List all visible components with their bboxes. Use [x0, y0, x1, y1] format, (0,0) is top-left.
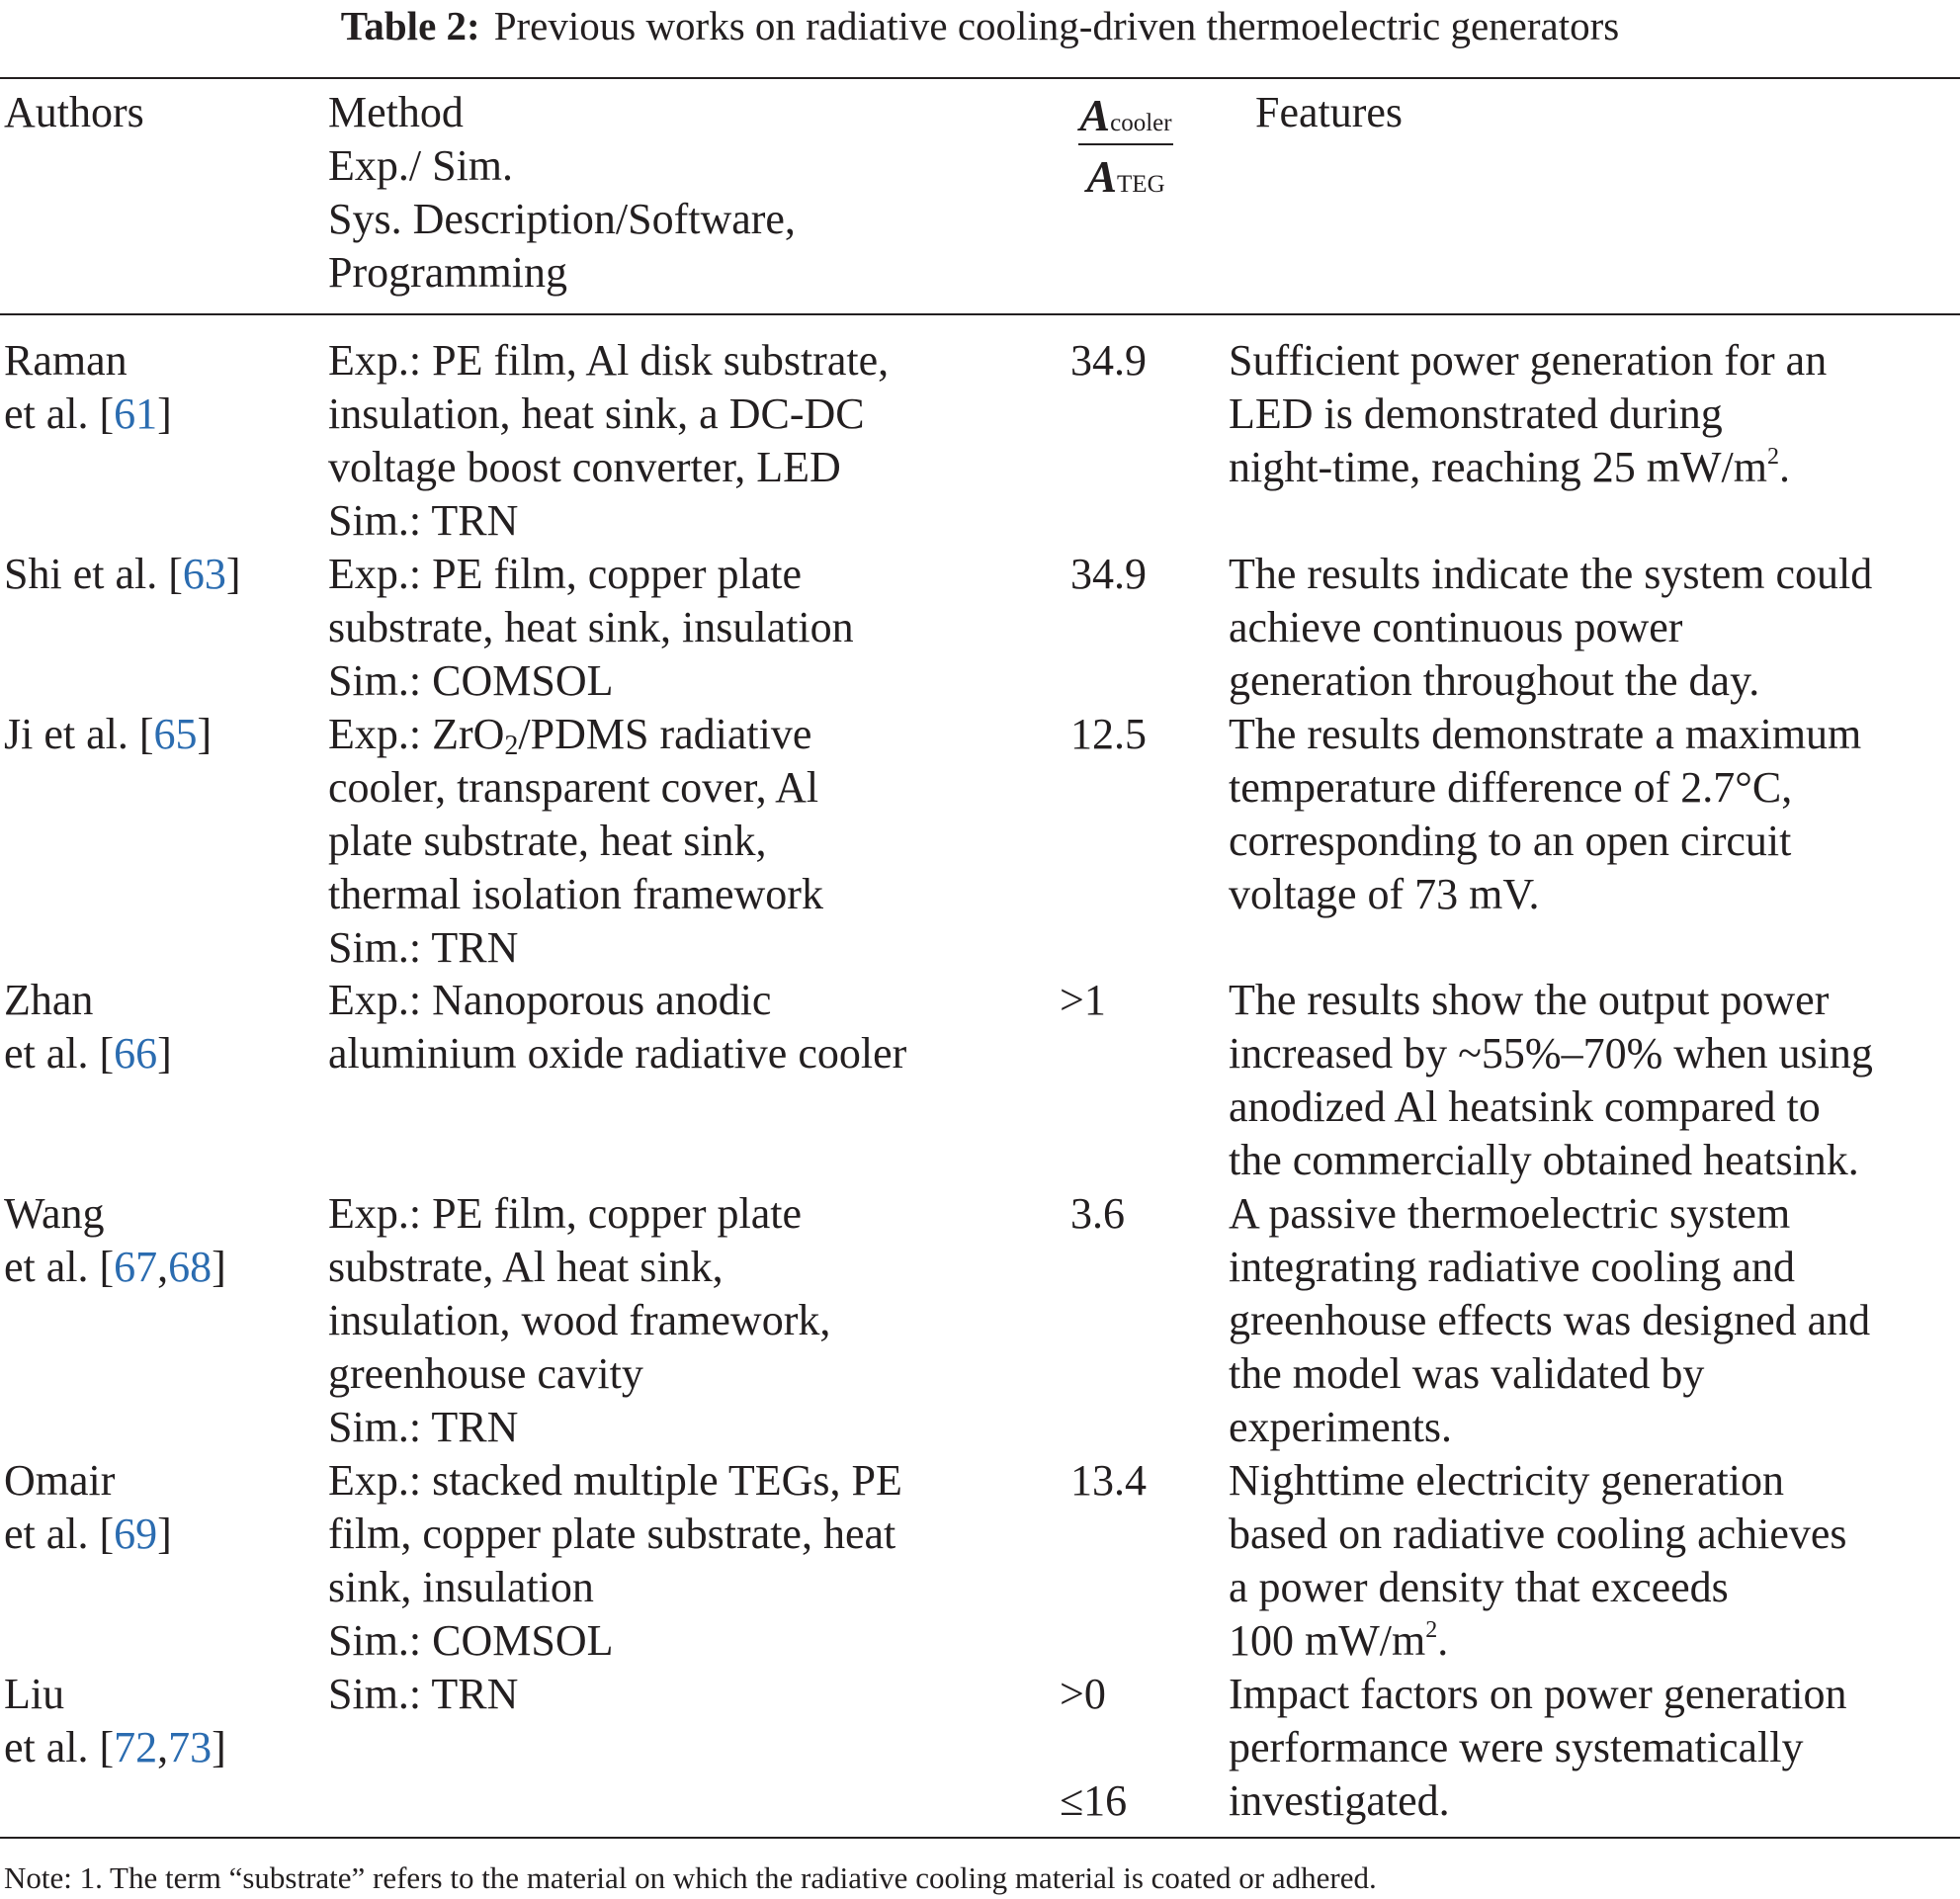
row-ratio: >0 ≤16 [1060, 1670, 1128, 1825]
citation-link[interactable]: 72 [114, 1723, 158, 1771]
header-method [328, 86, 796, 300]
row-authors: Liu et al. [72,73] [4, 1670, 226, 1771]
row-authors: Wang et al. [67,68] [4, 1189, 226, 1291]
row-method: Exp.: Nanoporous anodic aluminium oxide radiative cooler [328, 976, 907, 1078]
row-features: Impact factors on power generation performance were systematically investigated. [1229, 1670, 1847, 1825]
row-authors: Zhan et al. [66] [4, 976, 172, 1078]
citation-link[interactable]: 67 [114, 1243, 158, 1291]
row-method: Exp.: PE film, Al disk substrate, insulation, heat sink, a DC-DC voltage boost converter, LED Sim.: TRN [328, 336, 890, 545]
header-features: Features [1255, 88, 1404, 136]
row-method: Exp.: stacked multiple TEGs, PE film, copper plate substrate, heat sink, insulation Sim.: COMSOL [328, 1456, 902, 1665]
row-ratio: 12.5 [1070, 710, 1147, 758]
row-ratio: 3.6 [1070, 1189, 1125, 1238]
citation-link[interactable]: 66 [114, 1029, 158, 1078]
row-authors: Omair et al. [69] [4, 1456, 172, 1558]
header-method-line: Method [328, 88, 464, 136]
row-features: The results show the output power increased by ~55%–70% when using anodized Al heatsink compared to the commercially obtained heatsink. [1229, 976, 1873, 1184]
bottom-rule [0, 1837, 1960, 1839]
table-label: Table 2: [340, 3, 480, 48]
row-authors: Shi et al. [63] [4, 550, 241, 598]
row-ratio: 13.4 [1070, 1456, 1147, 1505]
citation-link[interactable]: 73 [168, 1723, 213, 1771]
citation-link[interactable]: 61 [114, 389, 158, 438]
ratio-numerator: Acooler [1079, 90, 1172, 140]
header-method-line: Programming [328, 248, 567, 297]
row-features: The results indicate the system could achieve continuous power generation throughout the day. [1229, 550, 1873, 705]
ratio-denominator: ATEG [1086, 151, 1165, 202]
header-rule [0, 313, 1960, 315]
row-features: A passive thermoelectric system integrating radiative cooling and greenhouse effects was designed and the model was validated by experiments. [1229, 1189, 1871, 1451]
row-ratio: >1 [1060, 976, 1106, 1024]
row-ratio: 34.9 [1070, 336, 1147, 385]
row-method: Exp.: ZrO$_2$/PDMS radiative cooler, transparent cover, Al plate substrate, heat sink, thermal isolation framework Sim.: TRN [328, 710, 823, 972]
citation-link[interactable]: 65 [153, 710, 198, 758]
row-authors: Ji et al. [65] [4, 710, 213, 758]
row-features: The results demonstrate a maximum temperature difference of 2.7°C, corresponding to an open circuit voltage of 73 mV. [1229, 710, 1862, 918]
citation-link[interactable]: 63 [182, 550, 226, 598]
citation-link[interactable]: 68 [168, 1243, 213, 1291]
header-method-line: Exp./ Sim. [328, 141, 514, 190]
row-method: Exp.: PE film, copper plate substrate, heat sink, insulation Sim.: COMSOL [328, 550, 854, 705]
row-features: Nighttime electricity generation based on radiative cooling achieves a power density that exceeds 100 $mW/m^2$. [1229, 1456, 1847, 1665]
row-method: Exp.: PE film, copper plate substrate, Al heat sink, insulation, wood framework, greenhouse cavity Sim.: TRN [328, 1189, 831, 1451]
row-method: Sim.: TRN [328, 1670, 519, 1718]
row-features: Sufficient power generation for an LED is demonstrated during night-time, reaching 25 $mW/m^2$. [1229, 336, 1828, 491]
citation-link[interactable]: 69 [114, 1510, 158, 1558]
fraction-bar [1078, 143, 1173, 145]
table-note: Note: 1. The term “substrate” refers to the material on which the radiative cooling material is coated or adhered. [4, 1860, 1377, 1895]
top-rule [0, 77, 1960, 79]
row-ratio: 34.9 [1070, 550, 1147, 598]
header-authors: Authors [4, 88, 144, 136]
row-authors: Raman et al. [61] [4, 336, 172, 438]
header-method-line: Sys. Description/Software, [328, 195, 796, 243]
header-area-ratio [1072, 89, 1179, 208]
table-caption [0, 0, 1960, 51]
table-title: Previous works on radiative cooling-driven thermoelectric generators [493, 3, 1620, 48]
